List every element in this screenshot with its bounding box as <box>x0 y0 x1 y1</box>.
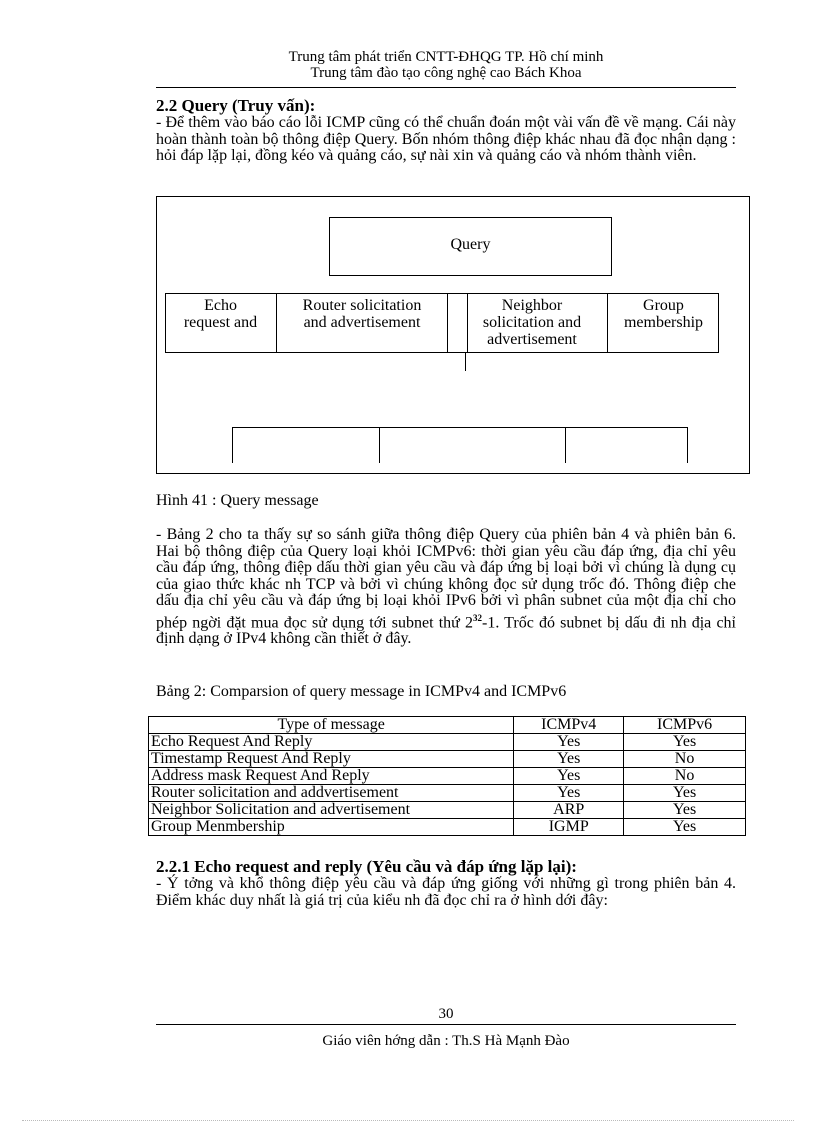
header-rule <box>156 87 736 88</box>
table-row <box>149 768 746 785</box>
header-line-1: Trung tâm phát triển CNTT-ĐHQG TP. Hồ chí minh <box>288 49 604 65</box>
diagram-child-line: solicitation and <box>482 314 582 331</box>
table-cell: Timestamp Request And Reply <box>149 751 514 768</box>
table-cell: No <box>624 768 746 785</box>
diagram-root-box <box>329 217 612 276</box>
diagram-child-line: Group <box>643 297 684 314</box>
diagram-root-label: Query <box>450 236 491 253</box>
diagram-child-neighbor <box>457 297 607 348</box>
paragraph-2 <box>156 527 736 648</box>
table-cell: Yes <box>624 785 746 802</box>
page-number: 30 <box>438 1006 454 1022</box>
diagram-child-line: advertisement <box>487 331 577 348</box>
comparison-table <box>148 716 746 836</box>
table-row <box>149 802 746 819</box>
table-header-cell: ICMPv6 <box>624 717 746 734</box>
diagram-frame <box>156 196 750 474</box>
section-intro-text: - Để thêm vào báo cáo lỗi ICMP cũng có thể chuẩn đoán một vài vấn đề về mạng. Cái này hoàn thành toàn bộ thông điệp Query. Bốn nhóm thông điệp khác nhau đã đọc nhận dạng : hỏi đáp lặp lại, đồng kéo và quảng cáo, sự nài xin và quảng cáo và nhóm thành viên. <box>156 114 736 164</box>
table-cell: Yes <box>514 734 624 751</box>
diagram-bracket-leg <box>232 427 233 463</box>
diagram-child-group <box>608 297 719 331</box>
subsection-body <box>156 876 736 909</box>
diagram-bracket-leg <box>379 427 380 463</box>
table-cell: Yes <box>624 819 746 836</box>
table-cell: Yes <box>514 785 624 802</box>
diagram-bracket <box>232 427 687 428</box>
diagram-child-line: request and <box>183 314 258 331</box>
diagram-divider <box>447 293 448 353</box>
section-heading: 2.2 Query (Truy vấn): <box>156 96 316 115</box>
diagram-child-line: membership <box>623 314 704 331</box>
subsection-text: - Ý tởng và khổ thông điệp yêu cầu và đáp ứng giống với những gì trong phiên bản 4. Điểm khác duy nhất là giá trị của kiểu nh đã đọc chỉ ra ở hình dới đây: <box>156 875 736 909</box>
page-edge <box>22 1120 794 1121</box>
table-row <box>149 785 746 802</box>
table-row <box>149 819 746 836</box>
table-cell: Echo Request And Reply <box>149 734 514 751</box>
paragraph-2-part-2: -1. Trốc đó subnet bị dấu đi nh địa chỉ định dạng ở IPv4 không cần thiết ở đây. <box>156 613 736 648</box>
table-cell: Yes <box>514 751 624 768</box>
table-cell: Yes <box>514 768 624 785</box>
table-cell: Group Menmbership <box>149 819 514 836</box>
diagram-child-line: Router solicitation <box>302 297 422 314</box>
diagram-bracket-leg <box>565 427 566 463</box>
table-cell: Yes <box>624 734 746 751</box>
section-intro <box>156 115 736 165</box>
footer-rule <box>156 1024 736 1025</box>
superscript: 32 <box>472 612 482 623</box>
diagram-child-router <box>277 297 447 331</box>
table-cell: Router solicitation and addvertisement <box>149 785 514 802</box>
diagram-child-line: and advertisement <box>303 314 421 331</box>
table-cell: No <box>624 751 746 768</box>
diagram-child-echo <box>165 297 276 331</box>
paragraph-2-text <box>156 527 736 648</box>
figure-caption: Hình 41 : Query message <box>156 492 319 509</box>
table-cell: IGMP <box>514 819 624 836</box>
table-header-row <box>149 717 746 734</box>
footer-teacher: Giáo viên hớng dẫn : Th.S Hà Mạnh Đào <box>322 1033 570 1049</box>
table-row <box>149 734 746 751</box>
diagram-child-line: Neighbor <box>501 297 563 314</box>
table-cell: Neighbor Solicitation and advertisement <box>149 802 514 819</box>
paragraph-2-part-1: - Bảng 2 cho ta thấy sự so sánh giữa thông điệp Query của phiên bản 4 và phiên bản 6. Hai bộ thông điệp của Query loại khỏi ICMPv6: thời gian yêu cầu đáp ứng, địa chỉ yêu cầu đáp ứng, thông điệp dấu thời gian yêu cầu và đáp ứng bị loại bởi vì chúng là dụng cụ của giao thức khác nh TCP và bởi vì chúng không đọc sử dụng trốc đó. Thông điệp che dấu địa chỉ yêu cầu và đáp ứng bị loại khỏi IPv6 bởi vì phân subnet của một địa chỉ cho phép ngời đặt mua đọc sử dụng tới subnet thứ 2 <box>156 526 736 631</box>
diagram-connector <box>465 353 466 371</box>
diagram-bracket-leg <box>687 427 688 463</box>
table-cell: Yes <box>624 802 746 819</box>
table-header-cell: Type of message <box>149 717 514 734</box>
table-cell: ARP <box>514 802 624 819</box>
table-header-cell: ICMPv4 <box>514 717 624 734</box>
table-row <box>149 751 746 768</box>
table-cell: Address mask Request And Reply <box>149 768 514 785</box>
subsection-heading: 2.2.1 Echo request and reply (Yêu cầu và đáp ứng lặp lại): <box>156 857 577 876</box>
diagram-child-line: Echo <box>204 297 237 314</box>
table-caption: Bảng 2: Comparsion of query message in ICMPv4 and ICMPv6 <box>156 683 567 700</box>
header-line-2: Trung tâm đào tạo công nghệ cao Bách Khoa <box>310 65 582 81</box>
